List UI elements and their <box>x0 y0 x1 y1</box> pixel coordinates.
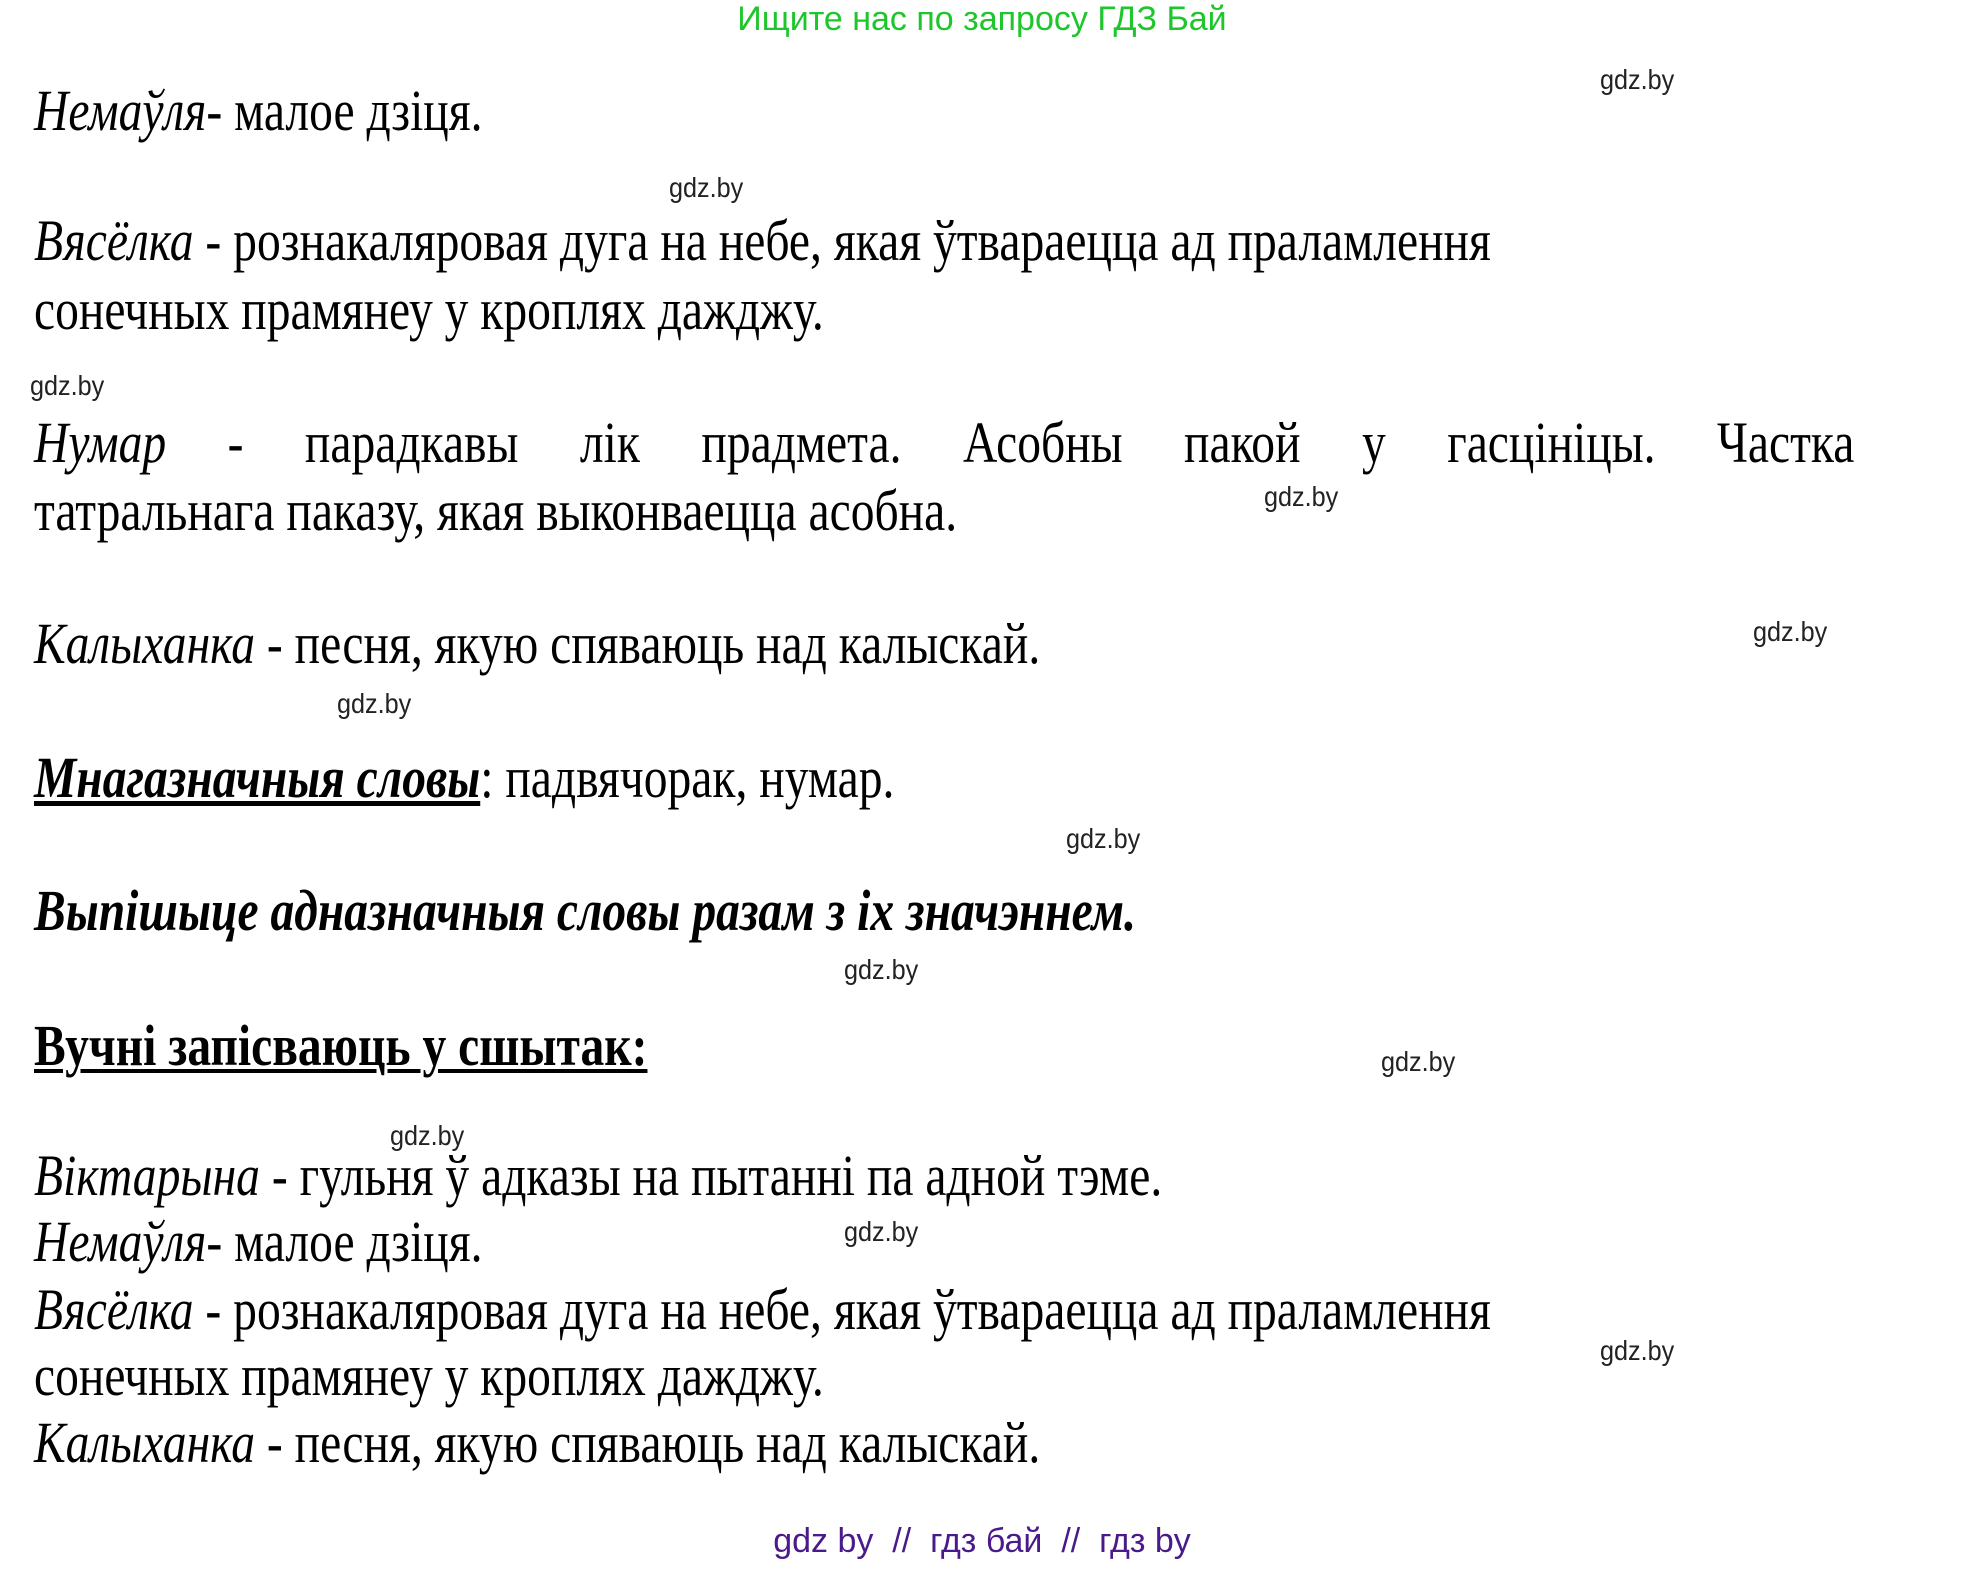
search-banner: Ищите нас по запросу ГДЗ Бай <box>737 0 1227 38</box>
polysemous-colon: : <box>480 745 494 810</box>
entry-kalykhanka <box>34 611 1041 676</box>
notebook-entry-nemaulia <box>34 1209 483 1274</box>
entry-term: Калыханка <box>34 1410 256 1475</box>
entry-definition: рознакаляровая дуга на небе, якая ўтвараецца ад праламлення <box>233 1277 1491 1342</box>
entry-separator: - <box>193 1277 234 1342</box>
entry-definition: парадкавы лік прадмета. Асобны пакой у гасцініцы. Частка <box>304 410 1855 475</box>
entry-numar-cont: татральнага паказу, якая выконваецца асобна. <box>34 478 958 543</box>
watermark: gdz.by <box>844 954 919 985</box>
watermark: gdz.by <box>1264 481 1339 512</box>
notebook-entry-kalykhanka <box>34 1410 1041 1475</box>
entry-vyasiolka-cont: сонечных прамянеу у кроплях дажджу. <box>34 277 824 342</box>
entry-term: Нумар <box>34 410 167 475</box>
entry-definition: гульня ў адказы на пытанні па адной тэме. <box>299 1143 1163 1208</box>
watermark: gdz.by <box>1066 823 1141 854</box>
entry-vyasiolka <box>34 208 1491 273</box>
entry-term: Калыханка <box>34 611 256 676</box>
entry-term: Немаўля <box>34 1209 207 1274</box>
notebook-entry-vyasiolka-cont: сонечных прамянеу у кроплях дажджу. <box>34 1343 824 1408</box>
entry-separator: - <box>206 78 235 143</box>
polysemous-words-line <box>34 745 895 810</box>
entry-definition: малое дзіця. <box>234 1209 483 1274</box>
entry-separator: - <box>206 1209 235 1274</box>
watermark: gdz.by <box>1600 1335 1675 1366</box>
watermark: gdz.by <box>669 172 744 203</box>
entry-definition: песня, якую спяваюць над калыскай. <box>294 1410 1041 1475</box>
entry-nemaulia <box>34 78 483 143</box>
entry-separator: - <box>255 1410 295 1475</box>
entry-term: Немаўля <box>34 78 207 143</box>
watermark: gdz.by <box>337 688 412 719</box>
notebook-entry-vyasiolka <box>34 1277 1491 1342</box>
notebook-entry-viktaryna <box>34 1143 1163 1208</box>
task-instruction: Выпішыце адназначныя словы разам з іх значэннем. <box>34 878 1137 943</box>
watermark: gdz.by <box>844 1216 919 1247</box>
polysemous-words: падвячорак, нумар. <box>493 745 895 810</box>
entry-separator: - <box>259 1143 300 1208</box>
watermark: gdz.by <box>1753 616 1828 647</box>
entry-numar <box>34 410 1855 475</box>
entry-separator: - <box>166 410 305 475</box>
notebook-heading: Вучні запісваюць у сшытак: <box>34 1013 648 1078</box>
entry-definition: малое дзіця. <box>234 78 483 143</box>
entry-term: Віктарына <box>34 1143 260 1208</box>
entry-definition: песня, якую спяваюць над калыскай. <box>294 611 1041 676</box>
entry-separator: - <box>193 208 234 273</box>
polysemous-label: Мнагазначныя словы <box>34 745 481 810</box>
entry-separator: - <box>255 611 295 676</box>
footer-watermark: gdz by // гдз бай // гдз by <box>773 1522 1191 1560</box>
entry-term: Вясёлка <box>34 208 194 273</box>
watermark: gdz.by <box>30 370 105 401</box>
entry-definition: рознакаляровая дуга на небе, якая ўтвараецца ад праламлення <box>233 208 1491 273</box>
watermark: gdz.by <box>390 1120 465 1151</box>
watermark: gdz.by <box>1381 1046 1456 1077</box>
watermark: gdz.by <box>1600 64 1675 95</box>
entry-term: Вясёлка <box>34 1277 194 1342</box>
